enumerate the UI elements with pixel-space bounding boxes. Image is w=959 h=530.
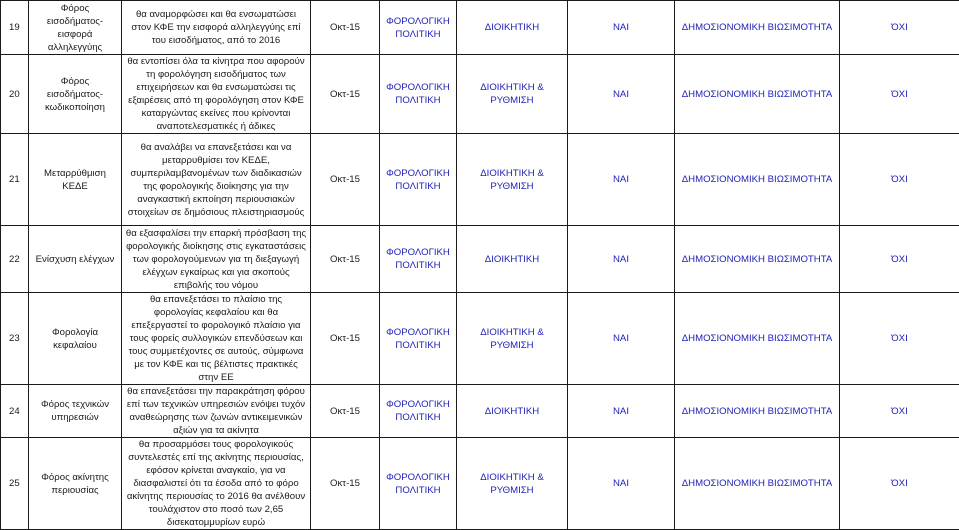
category-link[interactable]: ΦΟΡΟΛΟΓΙΚΗ ΠΟΛΙΤΙΚΗ (380, 293, 457, 385)
row-number: 19 (1, 1, 29, 55)
measure-name: Ενίσχυση ελέγχων (29, 226, 122, 293)
no-link[interactable]: ΌΧΙ (840, 438, 959, 530)
row-number: 22 (1, 226, 29, 293)
fiscal-link[interactable]: ΔΗΜΟΣΙΟΝΟΜΙΚΗ ΒΙΩΣΙΜΟΤΗΤΑ (675, 1, 840, 55)
action-type-link[interactable]: ΔΙΟΙΚΗΤΙΚΗ & ΡΥΘΜΙΣΗ (457, 134, 568, 226)
table-row (1, 293, 959, 385)
fiscal-link[interactable]: ΔΗΜΟΣΙΟΝΟΜΙΚΗ ΒΙΩΣΙΜΟΤΗΤΑ (675, 385, 840, 438)
row-number: 23 (1, 293, 29, 385)
no-link[interactable]: ΌΧΙ (840, 1, 959, 55)
measure-name: Φόρος εισοδήματος-εισφορά αλληλεγγύης (29, 1, 122, 55)
category-link[interactable]: ΦΟΡΟΛΟΓΙΚΗ ΠΟΛΙΤΙΚΗ (380, 226, 457, 293)
measure-description: θα προσαρμόσει τους φορολογικούς συντελεστές επί της ακίνητης περιουσίας, εφόσον κρίνεται αναγκαίο, για να διασφαλιστεί ότι τα έσοδα από το φόρο ακίνητης περιουσίας το 2016 θα ανέλθουν τουλάχιστον στο ποσό των 2,65 δισεκατομμυρίων ευρώ (122, 438, 311, 530)
deadline: Οκτ-15 (311, 385, 380, 438)
category-link[interactable]: ΦΟΡΟΛΟΓΙΚΗ ΠΟΛΙΤΙΚΗ (380, 55, 457, 134)
deadline: Οκτ-15 (311, 55, 380, 134)
action-type-link[interactable]: ΔΙΟΙΚΗΤΙΚΗ & ΡΥΘΜΙΣΗ (457, 438, 568, 530)
action-type-link[interactable]: ΔΙΟΙΚΗΤΙΚΗ (457, 226, 568, 293)
no-link[interactable]: ΌΧΙ (840, 226, 959, 293)
measure-name: Φόρος εισοδήματος-κωδικοποίηση (29, 55, 122, 134)
measure-description: θα αναμορφώσει και θα ενσωματώσει στον ΚΦΕ την εισφορά αλληλεγγύης επί του εισοδήματος, από το 2016 (122, 1, 311, 55)
measure-name: Φόρος ακίνητης περιουσίας (29, 438, 122, 530)
table-row (1, 226, 959, 293)
action-type-link[interactable]: ΔΙΟΙΚΗΤΙΚΗ (457, 1, 568, 55)
yes-link[interactable]: ΝΑΙ (568, 293, 675, 385)
no-link[interactable]: ΌΧΙ (840, 385, 959, 438)
fiscal-link[interactable]: ΔΗΜΟΣΙΟΝΟΜΙΚΗ ΒΙΩΣΙΜΟΤΗΤΑ (675, 226, 840, 293)
measure-description: θα επανεξετάσει το πλαίσιο της φορολογίας κεφαλαίου και θα επεξεργαστεί το φορολογικό πλαίσιο για τους φορείς συλλογικών επενδύσεων και τους συμμετέχοντες σε αυτούς, σύμφωνα με τον ΚΦΕ και τις βέλτιστες πρακτικές στην ΕΕ (122, 293, 311, 385)
category-link[interactable]: ΦΟΡΟΛΟΓΙΚΗ ΠΟΛΙΤΙΚΗ (380, 1, 457, 55)
yes-link[interactable]: ΝΑΙ (568, 1, 675, 55)
no-link[interactable]: ΌΧΙ (840, 55, 959, 134)
measure-name: Μεταρρύθμιση ΚΕΔΕ (29, 134, 122, 226)
table-row (1, 438, 959, 530)
yes-link[interactable]: ΝΑΙ (568, 134, 675, 226)
measure-description: θα αναλάβει να επανεξετάσει και να μεταρρυθμίσει τον ΚΕΔΕ, συμπεριλαμβανομένων των διαδικασιών της φορολογικής διοίκησης για την αναγκαστική εκποίηση περιουσιακών στοιχείων σε δημόσιους πλειστηριασμούς (122, 134, 311, 226)
fiscal-link[interactable]: ΔΗΜΟΣΙΟΝΟΜΙΚΗ ΒΙΩΣΙΜΟΤΗΤΑ (675, 438, 840, 530)
measure-name: Φόρος τεχνικών υπηρεσιών (29, 385, 122, 438)
row-number: 24 (1, 385, 29, 438)
row-number: 20 (1, 55, 29, 134)
table-row (1, 134, 959, 226)
category-link[interactable]: ΦΟΡΟΛΟΓΙΚΗ ΠΟΛΙΤΙΚΗ (380, 134, 457, 226)
table-row (1, 55, 959, 134)
action-type-link[interactable]: ΔΙΟΙΚΗΤΙΚΗ & ΡΥΘΜΙΣΗ (457, 293, 568, 385)
deadline: Οκτ-15 (311, 226, 380, 293)
measure-description: θα εξασφαλίσει την επαρκή πρόσβαση της φορολογικής διοίκησης στις εγκαταστάσεις των φορολογούμενων για τη διεξαγωγή ελέγχων εγκαίρως και για σκοπούς επιβολής του νόμου (122, 226, 311, 293)
fiscal-link[interactable]: ΔΗΜΟΣΙΟΝΟΜΙΚΗ ΒΙΩΣΙΜΟΤΗΤΑ (675, 134, 840, 226)
deadline: Οκτ-15 (311, 438, 380, 530)
table-row (1, 1, 959, 55)
yes-link[interactable]: ΝΑΙ (568, 55, 675, 134)
category-link[interactable]: ΦΟΡΟΛΟΓΙΚΗ ΠΟΛΙΤΙΚΗ (380, 385, 457, 438)
fiscal-link[interactable]: ΔΗΜΟΣΙΟΝΟΜΙΚΗ ΒΙΩΣΙΜΟΤΗΤΑ (675, 293, 840, 385)
row-number: 21 (1, 134, 29, 226)
action-type-link[interactable]: ΔΙΟΙΚΗΤΙΚΗ (457, 385, 568, 438)
deadline: Οκτ-15 (311, 1, 380, 55)
yes-link[interactable]: ΝΑΙ (568, 226, 675, 293)
yes-link[interactable]: ΝΑΙ (568, 385, 675, 438)
no-link[interactable]: ΌΧΙ (840, 134, 959, 226)
action-type-link[interactable]: ΔΙΟΙΚΗΤΙΚΗ & ΡΥΘΜΙΣΗ (457, 55, 568, 134)
no-link[interactable]: ΌΧΙ (840, 293, 959, 385)
measure-description: θα επανεξετάσει την παρακράτηση φόρου επί των τεχνικών υπηρεσιών ενόψει τυχόν αναθεώρησης των ζωνών αντικειμενικών αξιών για τα ακίνητα (122, 385, 311, 438)
measure-name: Φορολογία κεφαλαίου (29, 293, 122, 385)
row-number: 25 (1, 438, 29, 530)
yes-link[interactable]: ΝΑΙ (568, 438, 675, 530)
table-row (1, 385, 959, 438)
deadline: Οκτ-15 (311, 293, 380, 385)
category-link[interactable]: ΦΟΡΟΛΟΓΙΚΗ ΠΟΛΙΤΙΚΗ (380, 438, 457, 530)
deadline: Οκτ-15 (311, 134, 380, 226)
fiscal-link[interactable]: ΔΗΜΟΣΙΟΝΟΜΙΚΗ ΒΙΩΣΙΜΟΤΗΤΑ (675, 55, 840, 134)
measure-description: θα εντοπίσει όλα τα κίνητρα που αφορούν τη φορολόγηση εισοδήματος των επιχειρήσεων και θα ενσωματώσει τις εξαιρέσεις από τη φορολόγηση στον ΚΦΕ καταργώντας εκείνες που κρίνονται αναποτελεσματικές ή άδικες (122, 55, 311, 134)
